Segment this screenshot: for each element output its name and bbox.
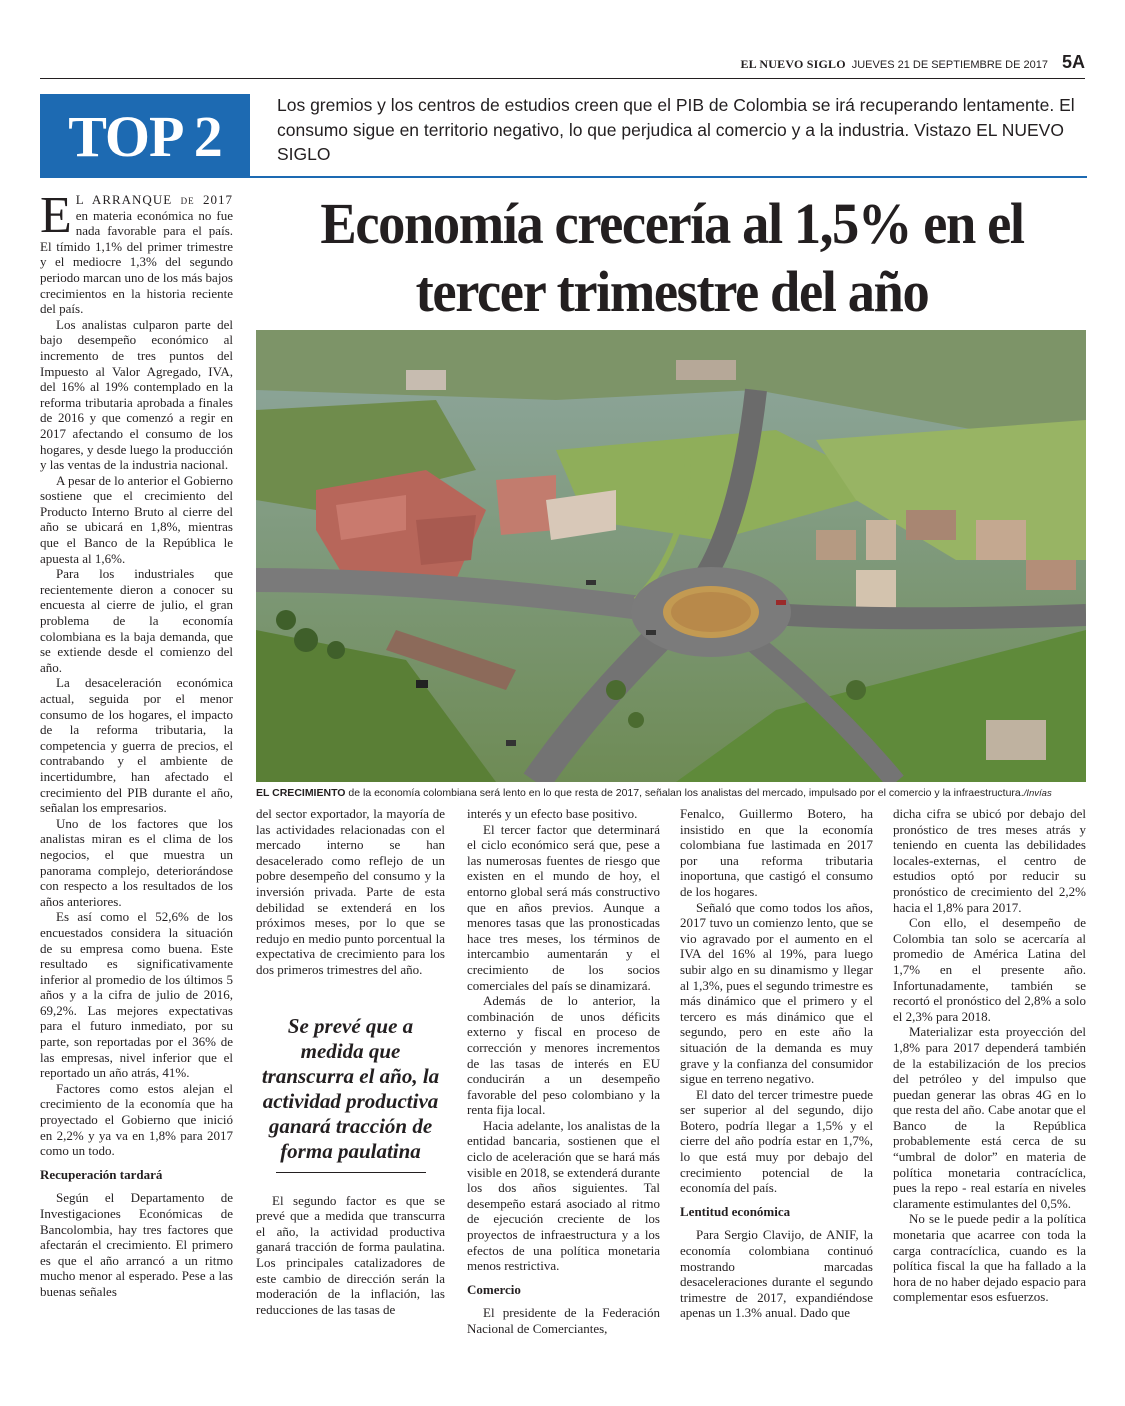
pullquote-rule xyxy=(276,1172,426,1173)
article-column-3 xyxy=(467,806,660,1337)
masthead xyxy=(40,52,1085,79)
paragraph: interés y un efecto base positivo. xyxy=(467,806,638,821)
paragraph: dicha cifra se ubicó por debajo del pronóstico de tres meses atrás y teniendo en cuenta las debilidades locales-externas, el centro de estudios optó por reducir su pronóstico de crecimiento del 2,2% hacia el 1,8% para 2017. xyxy=(893,806,1086,915)
article-column-5 xyxy=(893,806,1086,1305)
paragraph: en materia económica no fue nada favorable para el país. El tímido 1,1% del primer trimestre y el mediocre 1,3% del segundo periodo marcan uno de los más bajos crecimientos en la historia reciente del país. xyxy=(40,207,233,317)
lead-caps: L ARRANQUE de 2017 xyxy=(75,192,233,207)
pullquote xyxy=(256,1014,445,1173)
paragraph: Para Sergio Clavijo, de ANIF, la economía colombiana continuó mostrando marcadas desaceleraciones durante el segundo trimestre de 2017, expandiéndose apenas un 1.3% anual. Dado que xyxy=(680,1227,873,1321)
paragraph: Además de lo anterior, la combinación de unos déficits externo y fiscal en proceso de corrección y menores incrementos de las tasas de interés en EU conducirán a un desempeño favorable del peso colombiano y la renta fija local. xyxy=(467,993,660,1118)
paragraph: El presidente de la Federación Nacional de Comerciantes, xyxy=(467,1305,660,1336)
section-rule xyxy=(250,176,1087,178)
drop-cap: E xyxy=(40,187,72,244)
paragraph: Hacia adelante, los analistas de la entidad bancaria, sostienen que el ciclo de aceleración que se hará más visible en 2018, se extenderá durante los dos años siguientes. Tal desempeño estará asociado al ritmo de ejecución creciente de los proyectos de infraestructura y a los efectos de una política monetaria menos restrictiva. xyxy=(467,1117,660,1274)
paragraph: A pesar de lo anterior el Gobierno sostiene que el crecimiento del Producto Interno Bruto al cierre del año se ubicará en 1,8%, mientras que el Banco de la República le apuesta al 1,6%. xyxy=(40,472,233,566)
subheading: Recuperación tardará xyxy=(40,1166,163,1182)
section-badge xyxy=(40,94,250,178)
issue-date: JUEVES 21 DE SEPTIEMBRE DE 2017 xyxy=(851,59,1048,71)
aerial-roundabout-photo xyxy=(256,330,1086,782)
paragraph: del sector exportador, la mayoría de las actividades relacionadas con el mercado interno se han desacelerado como reflejo de un pobre desempeño del consumo y la inversión privada. Parte de esta debilidad se extenderá en los próximos meses, por lo que se redujo en medio punto porcentual la expectativa de crecimiento para los dos primeros trimestres del año. xyxy=(256,806,445,977)
paragraph: Según el Departamento de Investigaciones Económicas de Bancolombia, hay tres factores que afectarán el crecimiento. El primero es que el año arrancó a un ritmo mucho menor al esperado. Pese a las buenas señales xyxy=(40,1190,233,1299)
photo-credit: /Invías xyxy=(1023,788,1052,799)
paragraph: Señaló que como todos los años, 2017 tuvo un comienzo lento, que se vio agravado por el aumento en el IVA del 16% al 19%, para luego subir algo en su dinamismo y llegar al 1,3%, pues el segundo trimestre es más dinámico que el primero y el tercero es más dinámico que el segundo, pero en este año la situación de la demanda es muy grave y la confianza del consumidor sigue en terreno negativo. xyxy=(680,899,873,1087)
section-deck: Los gremios y los centros de estudios creen que el PIB de Colombia se irá recuperando lentamente. El consumo sigue en territorio negativo, lo que perjudica al comercio y a la industria. Vistazo EL NUEVO SIGLO xyxy=(277,95,1075,164)
paragraph: Factores como estos alejan el crecimiento de la economía que ha proyectado el Gobierno que inició en 2,2% y ya va en 1,8% para 2017 como un todo. xyxy=(40,1080,233,1159)
paragraph: El segundo factor es que se prevé que a medida que transcurra el año, la actividad productiva ganará tracción de forma paulatina. Los principales catalizadores de este cambio de dirección serán la moderación de la inflación, las reducciones de las tasas de xyxy=(256,1192,445,1317)
paragraph: No se le puede pedir a la política monetaria que acarree con toda la carga contracíclica, cuando es la política fiscal la que ha fallado a la hora de no haber dejado espacio para complementar esos esfuerzos. xyxy=(893,1211,1086,1305)
paragraph: Con ello, el desempeño de Colombia tan solo se acercaría al promedio de América Latina del 1,7% en el presente año. Infortunadamente, también se recortó el pronóstico del 2,8% a solo el 2,3% para 2018. xyxy=(893,915,1086,1024)
paragraph: Fenalco, Guillermo Botero, ha insistido en que la economía colombiana fue lastimada en 2017 por una reforma tributaria inoportuna, que castigó el consumo de los hogares. xyxy=(680,806,873,899)
newspaper-name: EL NUEVO SIGLO xyxy=(740,57,846,71)
subheading: Lentitud económica xyxy=(680,1203,791,1219)
paragraph: Materializar esta proyección del 1,8% para 2017 dependerá también de la estabilización de los precios del petróleo y del impulso que puedan generar las obras 4G en lo que resta del año. Cabe anotar que el Banco de la República probablemente está cerca de su “umbral de dolor” en materia de política monetaria contracíclica, pues la repo - real estaría en niveles claramente estimulantes del 0,5%. xyxy=(893,1024,1086,1211)
photo-caption xyxy=(256,786,1086,801)
paragraph: La desaceleración económica actual, seguida por el menor consumo de los hogares, el impacto de la reforma tributaria, la competencia y guerra de precios, el contrabando y el ambiente de incertidumbre, han afectado el crecimiento del PIB durante el año, señalan los empresarios. xyxy=(40,675,233,816)
paragraph: Para los industriales que recientemente dieron a conocer su encuesta al cierre de julio, el gran problema de la economía colombiana es la baja demanda, que se extiende desde el comienzo del año. xyxy=(40,566,233,675)
paragraph: El tercer factor que determinará el ciclo económico será que, pese a las numerosas fuentes de riesgo que existen en el mundo de hoy, el entorno global será más constructivo que en años previos. Aunque a menores tasas que las pronosticadas hace tres meses, los términos de intercambio aumentarán y el crecimiento de los socios comerciales del país se dinamizará. xyxy=(467,821,660,993)
caption-text: de la economía colombiana será lento en lo que resta de 2017, señalan los analistas del mercado, impulsado por el comercio y la infraestructura. xyxy=(345,787,1024,799)
caption-lead: EL CRECIMIENTO xyxy=(256,787,346,799)
paragraph: Los analistas culparon parte del bajo desempeño económico al incremento de tres puntos del Impuesto al Valor Agregado, IVA, del 16% al 19% contemplado en la reforma tributaria aprobada a finales de 2016 y que comenzó a regir en 2017 afectando el consumo de los hogares, y desde luego la producción y las ventas de la industria nacional. xyxy=(40,316,233,473)
article-headline: Economía crecería al 1,5% en el tercer trimestre del año xyxy=(320,191,1024,324)
subheading: Comercio xyxy=(467,1281,521,1297)
section-label: TOP 2 xyxy=(68,103,222,169)
page-number: 5A xyxy=(1061,52,1085,72)
paragraph: El dato del tercer trimestre puede ser superior al del segundo, dijo Botero, podría llegar a 1,5% y el cierre del año podría estar en 1,7%, lo que está muy por debajo del crecimiento potencial de la economía del país. xyxy=(680,1086,873,1196)
paragraph: Uno de los factores que los analistas miran es el clima de los negocios, el que muestra un panorama complejo, deteriorándose con respecto a los resultados de los años anteriores. xyxy=(40,815,233,909)
paragraph: Es así como el 52,6% de los encuestados considera la situación de su empresa como buena. Este resultado es significativamente inferior al promedio de los últimos 5 años y a la cifra de julio de 2016, 69,2%. Las mejores expectativas para el futuro inmediato, por su parte, son reportadas por el 36% de las empresas, nivel inferior que el reportado un año atrás, 41%. xyxy=(40,909,233,1081)
article-column-1 xyxy=(40,187,233,1300)
pullquote-text: Se prevé que a medida que transcurra el año, la actividad productiva ganará tracción de forma paulatina xyxy=(261,1014,440,1163)
article-column-4 xyxy=(680,806,873,1321)
